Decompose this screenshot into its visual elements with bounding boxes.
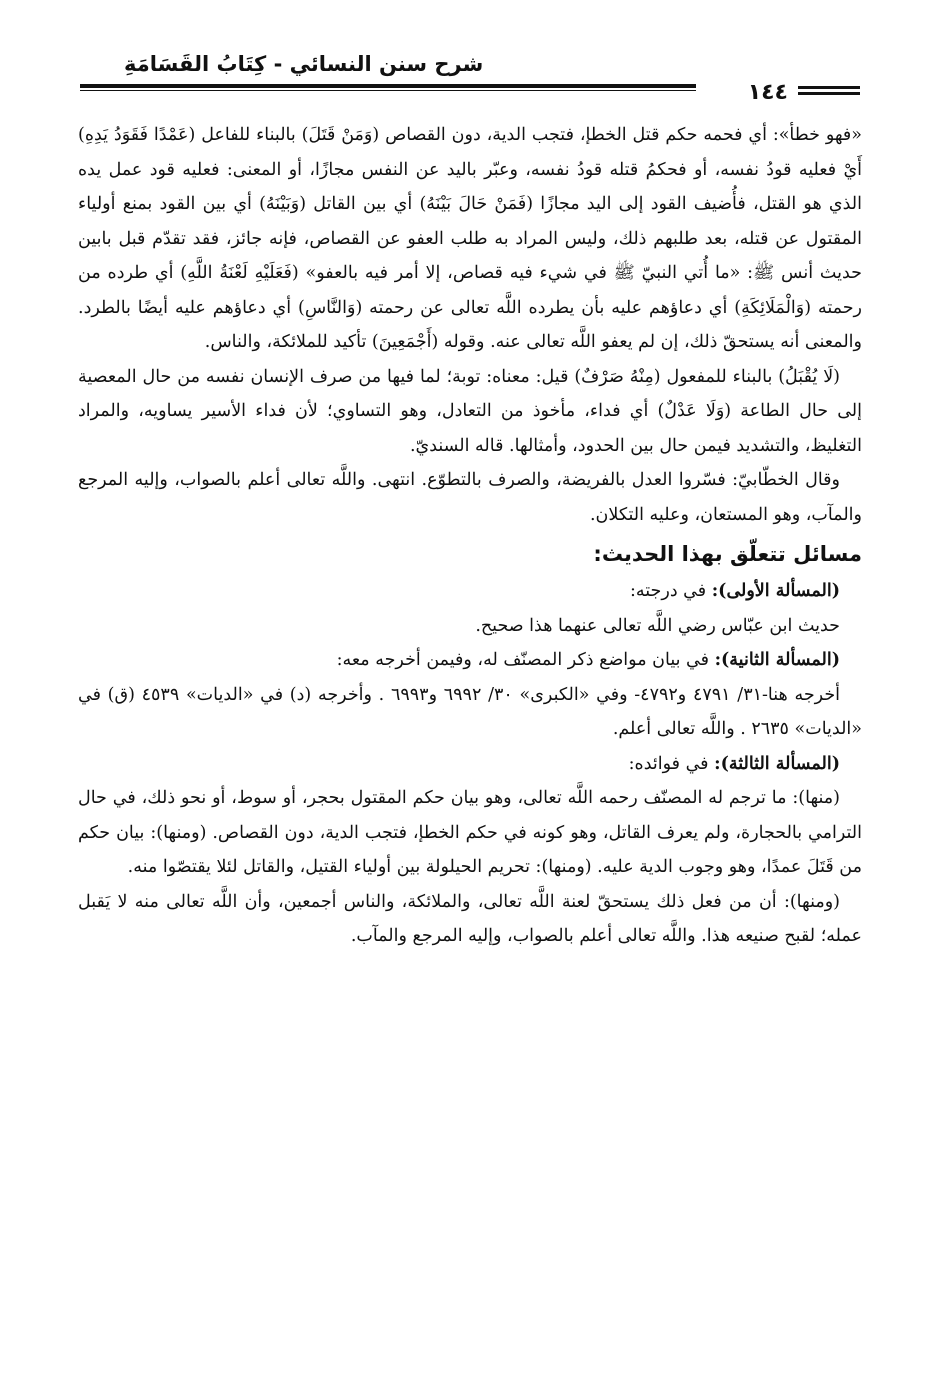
header-rule-long (80, 84, 696, 91)
issue-two-body: أخرجه هنا-٣١/ ٤٧٩١ و٤٧٩٢- وفي «الكبرى» ٣٠/ ٦٩٩٢ و٦٩٩٣ . وأخرجه (د) في «الديات» ٤٥٣٩ (ق) في «الديات» ٢٦٣٥ . واللَّه تعالى أعلم. (78, 684, 862, 739)
paragraph-explanation: «فهو خطأ»: أي فحمه حكم قتل الخطإ، فتجب الدية، دون القصاص (وَمَنْ قَتَلَ) بالبناء للفاعل (عَمْدًا فَقَوَدُ يَدِهِ) أَيْ فعليه قودُ نفسه، أو فحكمُ قتله قودُ نفسه، وعبّر باليد عن النفس مجازًا، أو المعنى: فعليه قود عمل يده الذي هو القتل، فأُضيف القود إلى اليد مجازًا (فَمَنْ حَالَ بَيْنَهُ) أي بين القاتل (وَبَيْنَهُ) أي بين القود بمنع أولياء المقتول عن قتله، بعد طلبهم ذلك، وليس المراد به طلب العفو عن القصاص، فإنه جائز، فقد تقدّم قبل بابين حديث أنس ﷺ: «ما أُتي النبيّ ﷺ في شيء فيه قصاص، إلا أمر فيه بالعفو» (فَعَلَيْهِ لَعْنَةُ اللَّهِ) أي طرده من رحمته (وَالْمَلَائِكَةِ) أي دعاؤهم عليه بأن يطرده اللَّه تعالى عن رحمته (وَالنَّاسِ) أي دعاؤهم عليه أيضًا بالطرد. والمعنى أنه يستحقّ ذلك، إن لم يعفو اللَّه تعالى عنه. وقوله (أَجْمَعِينَ) تأكيد للملائكة، والناس. (78, 125, 862, 352)
issue-two-label: (المسألة الثانية): (714, 650, 840, 670)
issue-one-body: حديث ابن عبّاس رضي اللَّه تعالى عنهما هذا صحيح. (475, 615, 840, 636)
issue-three-line (78, 747, 862, 782)
issue-three-body-2: (ومنها): أن من فعل ذلك يستحقّ لعنة اللَّه تعالى، والملائكة، والناس أجمعين، وأن اللَّه تعالى منه لا يَقبل عمله؛ لقبح صنيعه هذا. واللَّه تعالى أعلم بالصواب، وإليه المرجع والمآب. (78, 891, 862, 946)
header-rule-short (798, 86, 860, 95)
page-header (80, 50, 860, 106)
issue-one-label: (المسألة الأولى): (711, 581, 840, 601)
page-number: ١٤٤ (747, 80, 788, 105)
issue-three-label: (المسألة الثالثة): (714, 753, 840, 774)
section-heading: مسائل تتعلّق بهذا الحديث: (593, 542, 862, 566)
issue-three-body-1: (منها): ما ترجم له المصنّف رحمه اللَّه تعالى، وهو بيان حكم المقتول بحجر، أو سوط، أو نحو ذلك، في حال الترامي بالحجارة، ولم يعرف القاتل، وهو كونه في حكم الخطإ، فتجب الدية، دون القصاص. (ومنها): بيان حكم من قَتَلَ عمدًا، وهو وجوب الدية عليه. (ومنها): تحريم الحيلولة بين أولياء القتيل، والقاتل لئلا يقتصّوا منه. (78, 788, 862, 877)
paragraph-la-yuqbal: (لَا يُقْبَلُ) بالبناء للمفعول (مِنْهُ صَرْفٌ) قيل: معناه: توبة؛ لما فيها من صرف الإنسان نفسه من حال المعصية إلى حال الطاعة (وَلَا عَدْلٌ) أي فداء، مأخوذ من التعادل، وهو التساوي؛ لأن فداء الأسير يساويه، والمراد التغليظ، والتشديد فيمن حال بين الحدود، وأمثالها. قاله السنديّ. (78, 366, 862, 456)
issue-two-title: في بيان مواضع ذكر المصنّف له، وفيمن أخرجه معه: (336, 650, 715, 670)
issue-three-title: في فوائده: (628, 753, 715, 774)
issue-one-line (78, 574, 862, 609)
running-title: شرح سنن النسائي - كِتَابُ القَسَامَةِ (124, 52, 484, 76)
paragraph-khattabi: وقال الخطّابيّ: فسّروا العدل بالفريضة، والصرف بالتطوّع. انتهى. واللَّه تعالى أعلم بالصواب، وإليه المرجع والمآب، وهو المستعان، وعليه التكلان. (78, 470, 862, 525)
page-body (78, 118, 862, 954)
issue-two-line (78, 643, 862, 678)
issue-one-title: في درجته: (630, 581, 712, 601)
